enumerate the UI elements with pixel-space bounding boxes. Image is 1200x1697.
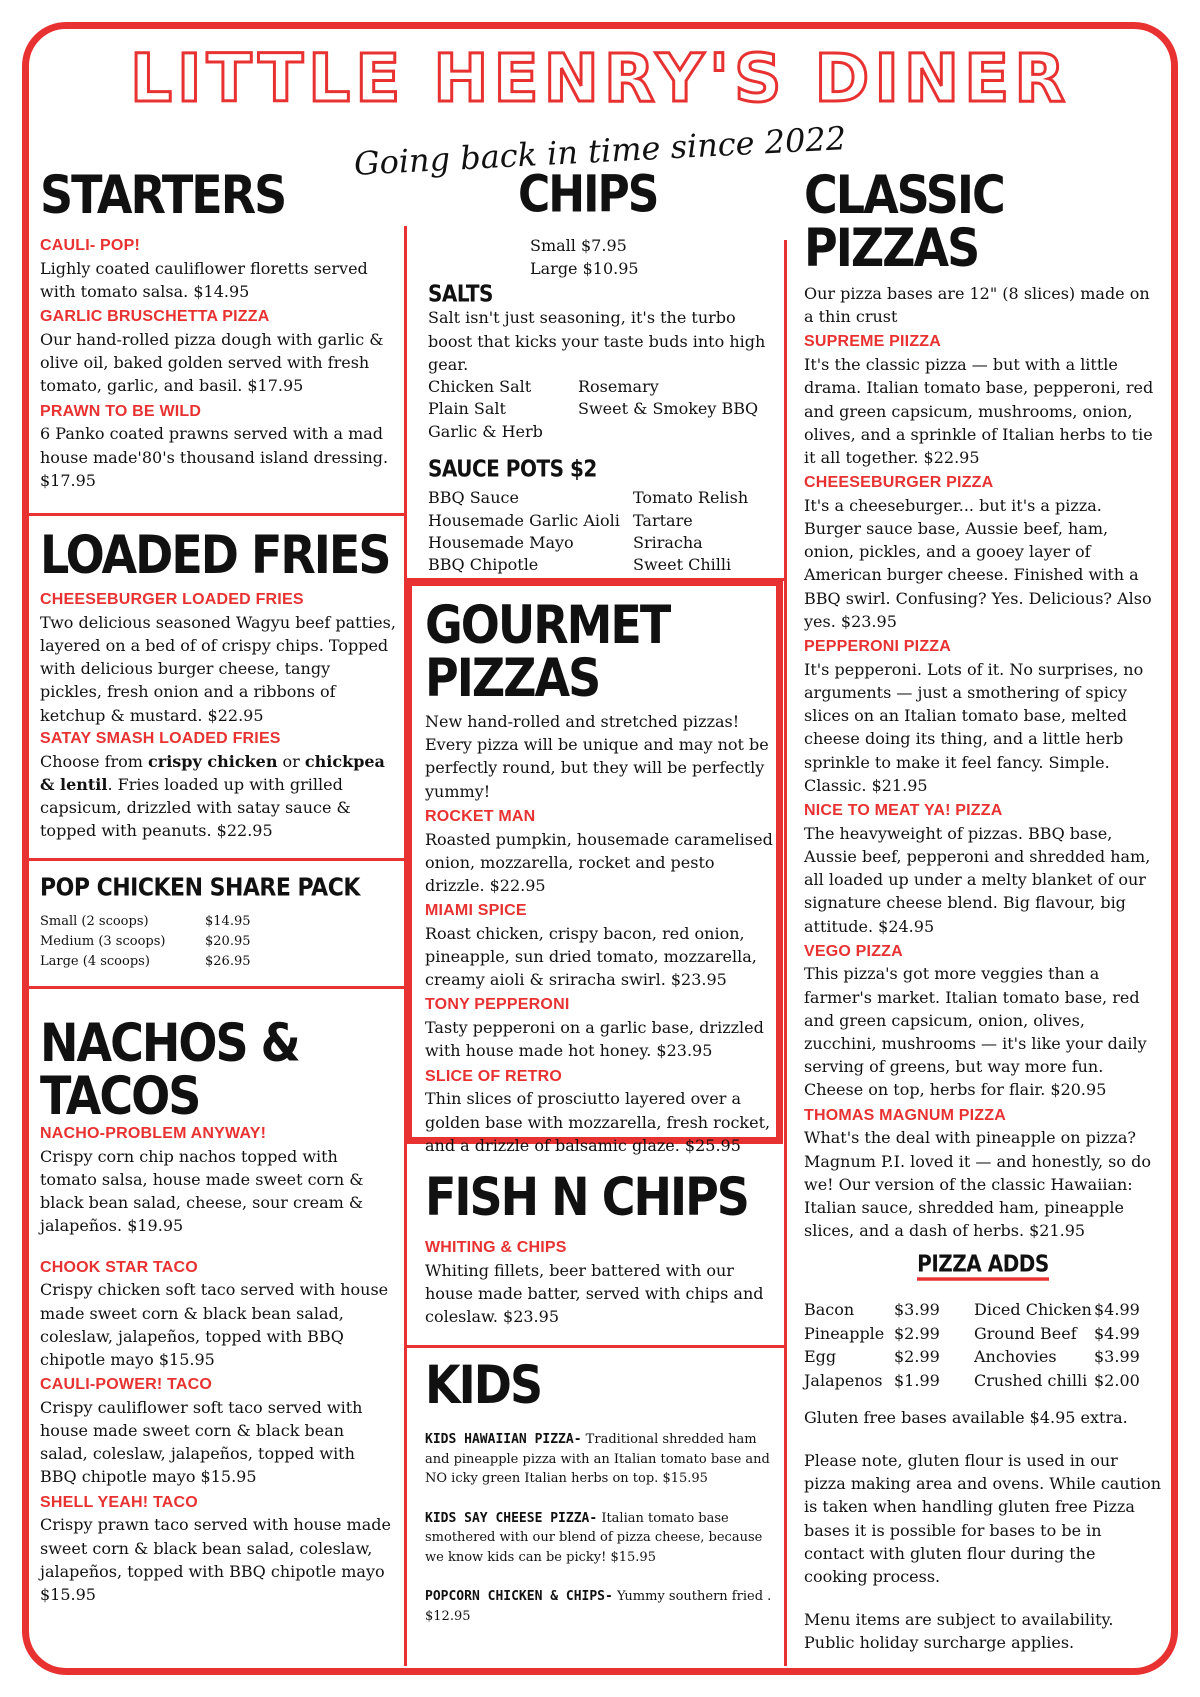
item-name: VEGO PIZZA — [804, 942, 903, 960]
item-name: CAULI- POP! — [40, 237, 140, 254]
availability-note: Menu items are subject to availability. Public holiday surcharge applies. — [804, 1610, 1114, 1653]
item-name: CHOOK STAR TACO — [40, 1258, 198, 1276]
item-desc: Crispy cauliflower soft taco served with house made sweet corn & black bean salad, coleslaw, jalapeños, topped with BBQ chipotle mayo $15.95 — [40, 1397, 363, 1487]
kids-heading: KIDS — [425, 1353, 542, 1416]
divider-fries — [29, 858, 405, 861]
item-name: SHELL YEAH! TACO — [40, 1493, 198, 1511]
chips-small-price: Small $7.95 — [530, 236, 627, 255]
gourmet-intro: New hand-rolled and stretched pizzas! Every pizza will be unique and may not be perfectly round, but they will be perfectly yummy! — [425, 712, 769, 801]
loaded-fries-heading: LOADED FRIES — [40, 523, 390, 586]
item-desc: This pizza's got more veggies than a farmer's market. Italian tomato base, red and green capsicum, onion, olives, zucchini, mushrooms — it's like your daily serving of greens, but way more fun. Cheese on top, herbs for flair. $20.95 — [804, 964, 1147, 1100]
item-desc: Crispy corn chip nachos topped with tomato salsa, house made sweet corn & black bean salad, cheese, sour cream & jalapeños. $19.95 — [40, 1146, 364, 1236]
item-desc: The heavyweight of pizzas. BBQ base, Aussie beef, pepperoni and shredded ham, all loaded up under a melty blanket of our signature cheese blend. Big flavour, big attitude. $24.95 — [804, 823, 1151, 936]
item-name: NICE TO MEAT YA! PIZZA — [804, 801, 1003, 819]
sauce-pots-heading: SAUCE POTS $2 — [428, 454, 597, 483]
item-desc: Choose from crispy chicken or chickpea & lentil. Fries loaded up with grilled capsicum, drizzled with satay sauce & topped with peanuts. $22.95 — [40, 751, 385, 841]
chips-heading: CHIPS — [518, 165, 658, 225]
item-name: WHITING & CHIPS — [425, 1239, 567, 1256]
section-gourmet-pizzas — [425, 593, 775, 1157]
section-pop-chicken — [40, 873, 396, 972]
item-name: TONY PEPPERONI — [425, 996, 570, 1014]
item-name: MIAMI SPICE — [425, 902, 527, 920]
salts-list: Chicken Salt Rosemary Plain Salt Sweet & Smokey BBQ Garlic & Herb — [428, 376, 759, 441]
item-desc: It's a cheeseburger... but it's a pizza. Burger sauce base, Aussie beef, ham, onion, pickles, and a gooey layer of American burger cheese. Finished with a BBQ swirl. Confusing? Yes. Delicious? Also yes. $23.95 — [804, 495, 1152, 631]
classic-heading: CLASSIC PIZZAS — [804, 163, 1004, 279]
item-name: ROCKET MAN — [425, 807, 536, 825]
item-desc: Tasty pepperoni on a garlic base, drizzled with house made hot honey. $23.95 — [425, 1018, 764, 1061]
section-classic-pizzas — [804, 163, 1162, 1655]
fish-heading: FISH N CHIPS — [425, 1165, 748, 1228]
item-name: SATAY SMASH LOADED FRIES — [40, 729, 281, 747]
item-desc: It's the classic pizza — but with a little drama. Italian tomato base, pepperoni, red and green capsicum, mushrooms, onion, olives, and a sprinkle of Italian herbs to tie it all together. $22.95 — [804, 355, 1154, 467]
pop-chicken-heading: POP CHICKEN SHARE PACK — [40, 873, 360, 903]
divider-fish — [405, 1345, 785, 1348]
chips-large-price: Large $10.95 — [530, 259, 639, 279]
item-name: CHEESEBURGER LOADED FRIES — [40, 591, 304, 608]
classic-intro: Our pizza bases are 12" (8 slices) made on a thin crust — [804, 284, 1150, 327]
section-starters — [40, 163, 396, 492]
salts-heading: SALTS — [428, 280, 493, 308]
section-loaded-fries — [40, 523, 396, 842]
section-fish-chips — [425, 1165, 775, 1328]
item-name: PRAWN TO BE WILD — [40, 402, 202, 420]
section-kids — [425, 1353, 775, 1626]
item-name: SUPREME PIIZZA — [804, 333, 942, 351]
divider-popchicken — [29, 986, 405, 989]
item-name: PEPPERONI PIZZA — [804, 638, 952, 656]
nachos-heading: NACHOS & TACOS — [40, 1011, 299, 1127]
kids-item: KIDS HAWAIIAN PIZZA- Traditional shredded ham and pineapple pizza with an Italian tomato base and NO icky green Italian herbs on top. $15.95 — [425, 1432, 770, 1486]
item-name: THOMAS MAGNUM PIZZA — [804, 1106, 1007, 1124]
divider-starters — [29, 513, 405, 516]
restaurant-title: LITTLE HENRY'S DINER — [129, 40, 1071, 117]
item-desc: Roasted pumpkin, housemade caramelised onion, mozzarella, rocket and pesto drizzle. $22.95 — [425, 829, 773, 895]
item-desc: Roast chicken, crispy bacon, red onion, pineapple, sun dried tomato, mozzarella, creamy aioli & sriracha swirl. $23.95 — [425, 923, 757, 990]
section-nachos-tacos — [40, 1011, 396, 1606]
item-desc: Crispy chicken soft taco served with house made sweet corn & black bean salad, coleslaw, jalapeños, topped with BBQ chipotle mayo $15.95 — [40, 1280, 389, 1369]
item-desc: 6 Panko coated prawns served with a mad house made'80's thousand island dressing. $17.95 — [40, 424, 389, 490]
item-desc: Crispy prawn taco served with house made sweet corn & black bean salad, coleslaw, jalapeños, topped with BBQ chipotle mayo $15.95 — [40, 1515, 391, 1604]
item-desc: Lighly coated cauliflower floretts served with tomato salsa. $14.95 — [40, 258, 368, 301]
item-name: GARLIC BRUSCHETTA PIZZA — [40, 308, 270, 326]
item-name: CAULI-POWER! TACO — [40, 1376, 212, 1394]
gluten-warning: Please note, gluten flour is used in our pizza making area and ovens. While caution is taken when handling gluten free Pizza bases it is possible for bases to be in contact with gluten flour during the cooking process. — [804, 1451, 1162, 1587]
item-desc: Whiting fillets, beer battered with our house made batter, served with chips and coleslaw. $23.95 — [425, 1260, 764, 1327]
item-desc: Two delicious seasoned Wagyu beef patties, layered on a bed of of crispy chips. Topped with delicious burger cheese, tangy pickles, fresh onion and a ribbons of ketchup & mustard. $22.95 — [40, 612, 396, 725]
price-row: Medium (3 scoops) $20.95 — [40, 934, 251, 950]
kids-item: KIDS SAY CHEESE PIZZA- Italian tomato base smothered with our blend of pizza cheese, because we know kids can be picky! $15.95 — [425, 1510, 763, 1565]
item-desc: Our hand-rolled pizza dough with garlic & olive oil, baked golden served with fresh tomato, garlic, and basil. $17.95 — [40, 329, 384, 396]
section-chips — [428, 165, 778, 577]
starters-heading: STARTERS — [40, 163, 286, 226]
price-row: Large (4 scoops) $26.95 — [40, 954, 251, 970]
divider-right-col — [784, 240, 787, 1666]
gluten-free-note: Gluten free bases available $4.95 extra. — [804, 1407, 1128, 1427]
pizza-adds-heading: PIZZA ADDS — [917, 1252, 1049, 1281]
sauce-list: BBQ Sauce Tomato Relish Housemade Garlic Aioli Tartare Housemade Mayo Sriracha BBQ Chipotle Sweet Chilli — [428, 488, 749, 575]
price-row: Small (2 scoops) $14.95 — [40, 914, 251, 929]
item-desc: What's the deal with pineapple on pizza? Magnum P.I. loved it — and honestly, so do we! Our version of the classic Hawaiian: Italian sauce, shredded ham, pineapple slices, and a dash of herbs. $21.95 — [804, 1128, 1151, 1241]
kids-item: POPCORN CHICKEN & CHIPS- Yummy southern fried . $12.95 — [425, 1589, 772, 1624]
salts-desc: Salt isn't just seasoning, it's the turbo boost that kicks your taste buds into high gear. — [428, 308, 766, 374]
item-name: CHEESEBURGER PIZZA — [804, 474, 994, 492]
gourmet-heading: GOURMET PIZZAS — [425, 593, 670, 709]
item-desc: It's pepperoni. Lots of it. No surprises, no arguments — just a smothering of spicy slices on an Italian tomato base, melted cheese doing its thing, and a little herb sprinkle to make it feel fancy. Simple. Classic. $21.95 — [804, 659, 1144, 795]
item-name: NACHO-PROBLEM ANYWAY! — [40, 1125, 267, 1142]
item-name: SLICE OF RETRO — [425, 1067, 563, 1085]
item-desc: Thin slices of prosciutto layered over a golden base with mozzarella, fresh rocket, and a drizzle of balsamic glaze. $25.95 — [425, 1089, 771, 1155]
tagline: Going back in time since 2022 — [352, 119, 847, 183]
pizza-adds-list: Bacon $3.99 Diced Chicken $4.99 Pineapple $2.99 Ground Beef $4.99 Egg $2.99 Anchovies $3.99 Jalapenos $1.99 Crushed chilli $2.00 — [804, 1300, 1140, 1390]
